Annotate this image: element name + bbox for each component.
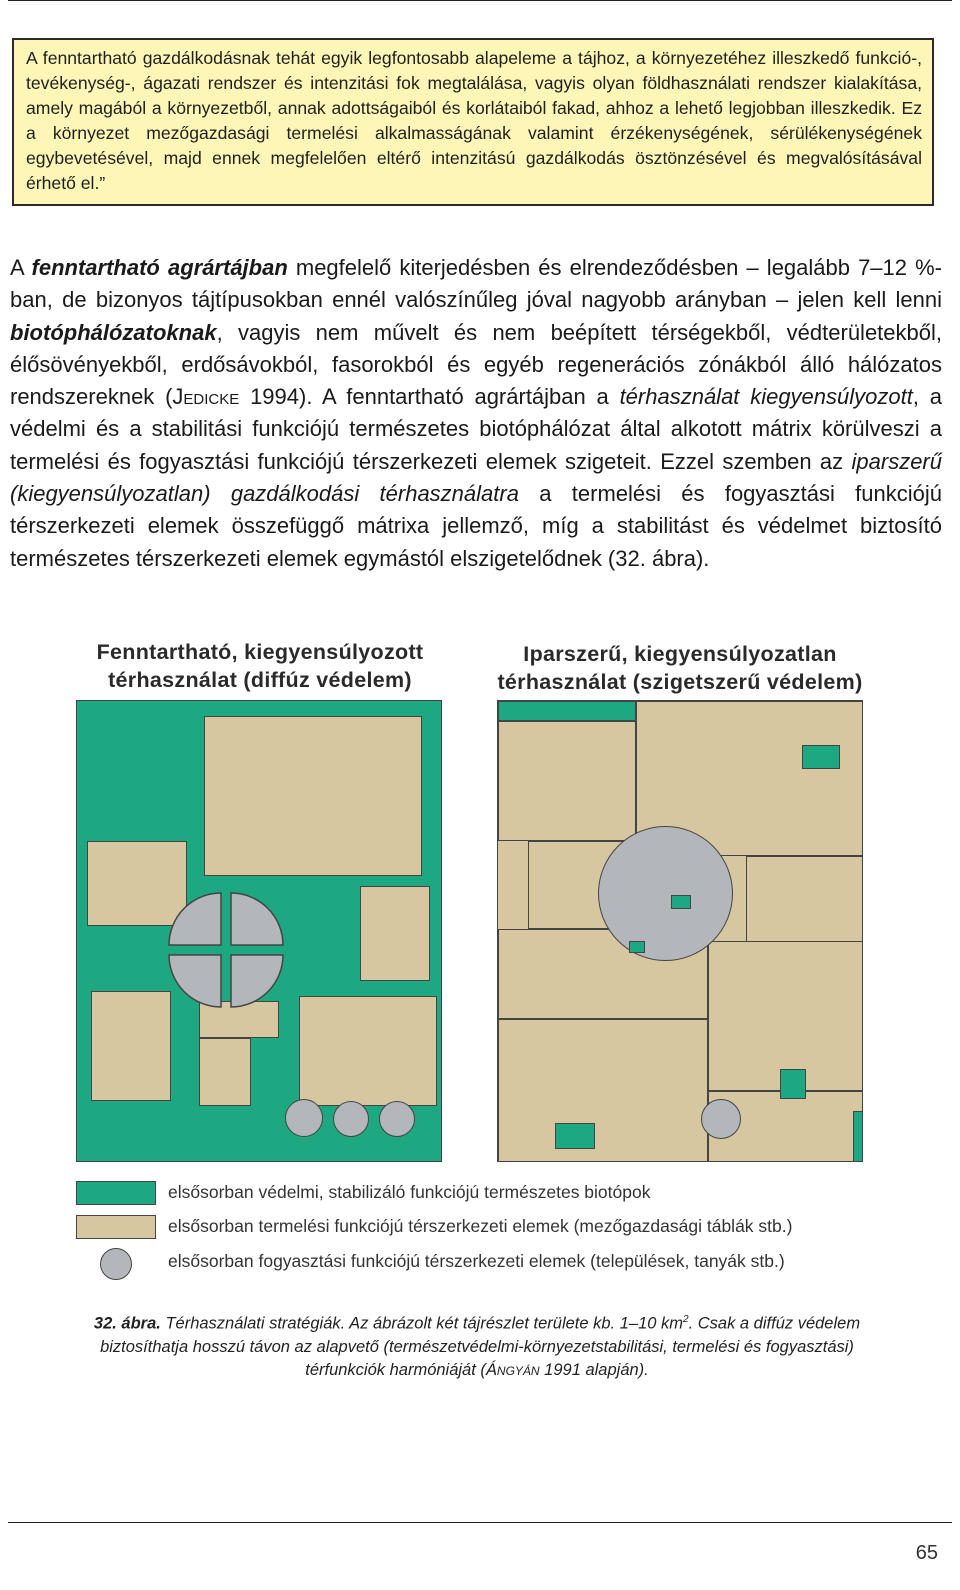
right-figure-title bbox=[480, 640, 880, 696]
body-text-run: , vagyis nem művelt és nem beépített térségekből, védterületekből, élősövényekből, erdősávokból, fasorokból és egyéb regenerációs zónákból álló hálózatos rendszereknek ( bbox=[10, 319, 942, 410]
quote-box bbox=[12, 38, 934, 206]
body-text-run: , a védelmi és a stabilitási funkciójú természetes biotóphálózat által alkotott mátrix körülveszi a termelési és fogyasztási funkciójú térszerkezeti elemek szigeteit. Ezzel szemben az bbox=[10, 384, 942, 474]
field-plot bbox=[199, 1038, 251, 1106]
biotope-patch bbox=[629, 941, 645, 953]
field-plot bbox=[360, 886, 430, 981]
settlement-circle bbox=[333, 1101, 369, 1137]
body-emphasis: iparszerű (kiegyensúlyozatlan) gazdálkodási térhasználatra bbox=[10, 448, 942, 507]
biotope-strip bbox=[498, 701, 636, 721]
body-text-run: 1994). A fenntartható agrártájban a bbox=[239, 384, 620, 410]
legend-label: elsősorban termelési funkciójú térszerkezeti elemek (mezőgazdasági táblák stb.) bbox=[168, 1216, 793, 1236]
left-figure-title bbox=[70, 638, 450, 694]
settlement-circle-large bbox=[598, 826, 733, 961]
body-text-run: megfelelő kiterjedésben és elrendeződésben – legalább 7–12 %-ban, de bizonyos tájtípusokban ennél valószínűleg jóval nagyobb arányban – jelen kell lenni bbox=[10, 255, 942, 313]
industrial-landscape-map bbox=[497, 700, 863, 1162]
caption-superscript: 2 bbox=[683, 1314, 689, 1325]
page-number: 65 bbox=[915, 1542, 938, 1564]
field-plot bbox=[299, 996, 437, 1106]
top-rule bbox=[8, 0, 952, 1]
biotope-patch bbox=[780, 1069, 806, 1099]
body-paragraph bbox=[10, 252, 942, 575]
left-title-line-1: Fenntartható, kiegyensúlyozott bbox=[96, 640, 424, 664]
body-emphasis: fenntartható agrártájban bbox=[31, 255, 288, 280]
settlement-quartered bbox=[165, 889, 287, 1011]
left-title-line-2: térhasználat (diffúz védelem) bbox=[108, 668, 412, 692]
body-text-run: A bbox=[10, 255, 32, 280]
citation-author: Jedicke bbox=[172, 384, 240, 410]
caption-author: Ángyán bbox=[485, 1360, 540, 1379]
right-title-line-2: térhasználat (szigetszerű védelem) bbox=[497, 670, 863, 694]
bottom-rule bbox=[8, 1522, 952, 1523]
figure-caption bbox=[82, 1308, 872, 1382]
caption-text: . Csak a diffúz védelem biztosíthatja hosszú távon az alapvető (természetvédelmi-környezetstabilitási, termelési és fogyasztási) térfunkciók harmóniáját ( bbox=[100, 1314, 861, 1379]
field-plot bbox=[91, 991, 171, 1101]
right-title-line-1: Iparszerű, kiegyensúlyozatlan bbox=[523, 642, 837, 666]
caption-text: Térhasználati stratégiák. Az ábrázolt két tájrészlet területe kb. 1–10 km bbox=[160, 1314, 684, 1333]
biotope-patch bbox=[802, 745, 840, 769]
settlement-circle bbox=[285, 1099, 323, 1137]
body-emphasis: biotóphálózatoknak bbox=[10, 319, 217, 345]
field-plot bbox=[204, 716, 422, 876]
body-emphasis: térhasználat kiegyensúlyozott bbox=[619, 384, 913, 410]
legend-swatch-green bbox=[76, 1181, 156, 1205]
quote-text: A fenntartható gazdálkodásnak tehát egyik legfontosabb alapeleme a tájhoz, a környezetéhez illeszkedő funkció-, tevékenység-, ágazati rendszer és intenzitási fok megtalálása, vagyis olyan földhasználati rendszer kialakítása, amely magából a környezetből, annak adottságaiból és korlátaiból fakad, ahhoz a lehető legjobban illeszkedik. Ez a környezet mezőgazdasági termelési alkalmasságának valamint érzékenységének, sérülékenységének egybevetésével, majd ennek megfelelően eltérő intenzitású gazdálkodás ösztönzésével és megvalósításával érhető el.” bbox=[26, 48, 922, 193]
caption-text: 1991 alapján). bbox=[539, 1360, 649, 1379]
sustainable-landscape-map bbox=[76, 700, 442, 1162]
field-plot bbox=[498, 1019, 708, 1162]
legend-label: elsősorban védelmi, stabilizáló funkciójú természetes biotópok bbox=[168, 1182, 651, 1202]
settlement-circle bbox=[701, 1099, 741, 1139]
biotope-strip bbox=[853, 1111, 863, 1162]
biotope-patch bbox=[671, 895, 691, 909]
body-text-run: a termelési és fogyasztási funkciójú térszerkezeti elemek összefüggő mátrixa jellemző, míg a stabilitást és védelmet biztosító természetes térszerkezeti elemek egymástól elszigetelődnek (32. ábra). bbox=[10, 481, 943, 571]
caption-number: 32. ábra. bbox=[93, 1314, 161, 1333]
biotope-patch bbox=[555, 1123, 595, 1149]
settlement-circle bbox=[379, 1101, 415, 1137]
field-plot bbox=[498, 721, 636, 841]
legend-swatch-tan bbox=[76, 1215, 156, 1239]
legend-swatch-gray-circle bbox=[100, 1248, 132, 1280]
legend-label: elsősorban fogyasztási funkciójú térszerkezeti elemek (települések, tanyák stb.) bbox=[168, 1251, 785, 1271]
